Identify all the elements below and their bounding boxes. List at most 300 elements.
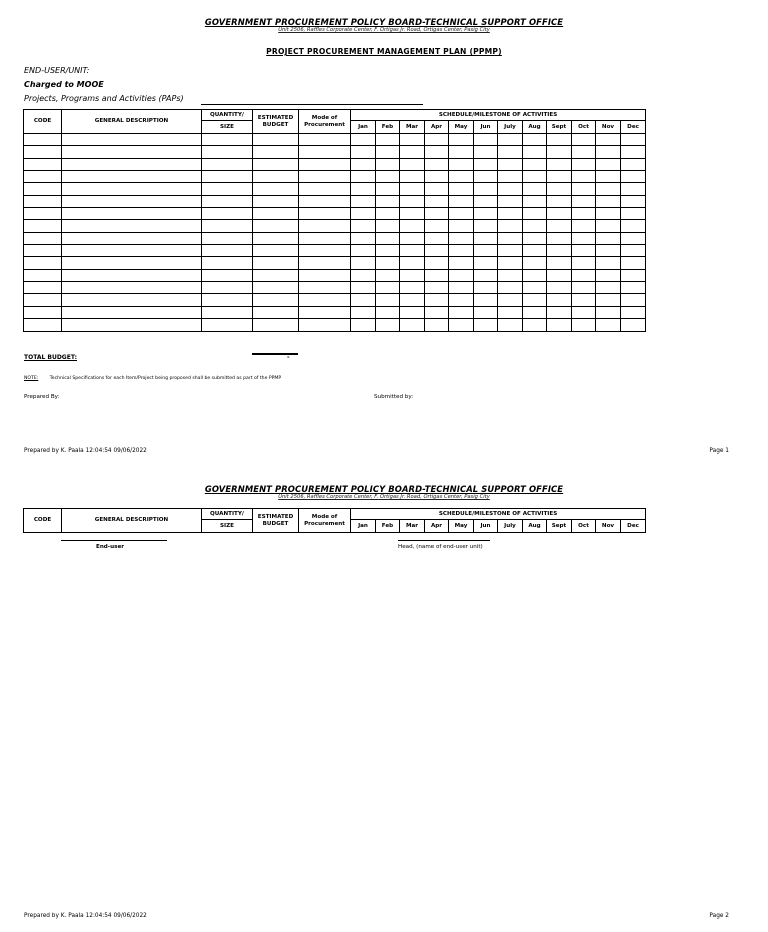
- table-row: [24, 171, 646, 183]
- table-cell: [547, 269, 572, 281]
- table-cell: [572, 245, 596, 257]
- total-budget-value: -: [287, 354, 290, 361]
- table-cell: [253, 134, 299, 146]
- table-cell: [572, 158, 596, 170]
- table-cell: [547, 294, 572, 306]
- general-description-header: GENERAL DESCRIPTION: [62, 110, 202, 134]
- table-cell: [202, 232, 253, 244]
- table-cell: [351, 257, 376, 269]
- table-cell: [621, 146, 646, 158]
- table-cell: [62, 294, 202, 306]
- month-header: Jun: [474, 121, 498, 134]
- table-cell: [572, 232, 596, 244]
- table-cell: [425, 257, 449, 269]
- table-cell: [376, 232, 400, 244]
- table-cell: [299, 282, 351, 294]
- month-header: Mar: [400, 520, 425, 533]
- table-cell: [449, 269, 474, 281]
- month-header: Dec: [621, 121, 646, 134]
- table-cell: [376, 269, 400, 281]
- table-row: [24, 269, 646, 281]
- table-cell: [202, 195, 253, 207]
- table-cell: [449, 282, 474, 294]
- table-cell: [351, 319, 376, 331]
- table-cell: [351, 245, 376, 257]
- table-cell: [376, 146, 400, 158]
- table-cell: [24, 232, 62, 244]
- table-cell: [299, 146, 351, 158]
- table-cell: [621, 171, 646, 183]
- table-cell: [498, 245, 523, 257]
- table-cell: [523, 220, 547, 232]
- table-cell: [474, 257, 498, 269]
- table-row: [24, 306, 646, 318]
- table-cell: [24, 134, 62, 146]
- head-signature-line: [398, 540, 490, 541]
- table-cell: [621, 245, 646, 257]
- table-cell: [351, 306, 376, 318]
- table-row: [24, 294, 646, 306]
- table-cell: [62, 208, 202, 220]
- table-cell: [24, 294, 62, 306]
- table-cell: [449, 220, 474, 232]
- table-cell: [202, 269, 253, 281]
- agency-address: Unit 2506, Raffles Corporate Center, F. Ortigas Jr. Road, Ortigas Center, Pasig City: [278, 27, 490, 33]
- table-row: [24, 220, 646, 232]
- table-cell: [351, 195, 376, 207]
- table-cell: [24, 195, 62, 207]
- table-cell: [253, 220, 299, 232]
- table-cell: [498, 183, 523, 195]
- table-cell: [621, 158, 646, 170]
- table-cell: [547, 195, 572, 207]
- table-row: [24, 232, 646, 244]
- table-cell: [253, 269, 299, 281]
- month-header: Sept: [547, 520, 572, 533]
- table-cell: [547, 257, 572, 269]
- table-cell: [596, 245, 621, 257]
- table-cell: [425, 294, 449, 306]
- table-cell: [376, 195, 400, 207]
- table-cell: [299, 208, 351, 220]
- table-cell: [400, 282, 425, 294]
- table-cell: [351, 146, 376, 158]
- table-cell: [523, 171, 547, 183]
- table-cell: [498, 195, 523, 207]
- table-cell: [376, 294, 400, 306]
- table-cell: [299, 245, 351, 257]
- table-cell: [547, 171, 572, 183]
- table-cell: [547, 232, 572, 244]
- table-cell: [202, 282, 253, 294]
- table-cell: [299, 220, 351, 232]
- general-description-header: GENERAL DESCRIPTION: [62, 509, 202, 533]
- table-cell: [376, 245, 400, 257]
- size-header: SIZE: [202, 121, 253, 134]
- table-cell: [523, 269, 547, 281]
- table-cell: [498, 146, 523, 158]
- month-header: July: [498, 121, 523, 134]
- table-cell: [621, 208, 646, 220]
- mode-of-procurement-header: Mode of Procurement: [299, 509, 351, 533]
- table-cell: [523, 134, 547, 146]
- table-cell: [621, 306, 646, 318]
- table-cell: [621, 220, 646, 232]
- table-cell: [474, 245, 498, 257]
- table-cell: [351, 294, 376, 306]
- month-header: Sept: [547, 121, 572, 134]
- end-user-label: END-USER/UNIT:: [24, 66, 90, 75]
- table-cell: [400, 269, 425, 281]
- mode-of-procurement-header: Mode of Procurement: [299, 110, 351, 134]
- table-cell: [547, 319, 572, 331]
- month-header: Oct: [572, 121, 596, 134]
- table-cell: [474, 183, 498, 195]
- note-label: NOTE:: [24, 376, 39, 381]
- table-cell: [621, 183, 646, 195]
- table-cell: [253, 319, 299, 331]
- table-cell: [498, 134, 523, 146]
- table-cell: [299, 134, 351, 146]
- table-cell: [449, 245, 474, 257]
- paps-underline: [201, 104, 423, 105]
- table-cell: [572, 269, 596, 281]
- table-cell: [62, 306, 202, 318]
- table-row: [24, 146, 646, 158]
- table-cell: [299, 294, 351, 306]
- table-cell: [202, 220, 253, 232]
- month-header: May: [449, 520, 474, 533]
- end-user-signature-line: [61, 540, 167, 541]
- table-cell: [62, 183, 202, 195]
- table-cell: [498, 294, 523, 306]
- table-cell: [299, 257, 351, 269]
- table-cell: [572, 282, 596, 294]
- size-header: SIZE: [202, 520, 253, 533]
- table-cell: [449, 158, 474, 170]
- note: [24, 376, 281, 381]
- table-cell: [62, 282, 202, 294]
- table-cell: [547, 134, 572, 146]
- table-cell: [572, 208, 596, 220]
- table-row: [24, 183, 646, 195]
- table-cell: [24, 282, 62, 294]
- head-signatory: Head, (name of end-user unit): [398, 544, 483, 550]
- table-cell: [253, 245, 299, 257]
- table-cell: [596, 319, 621, 331]
- table-cell: [62, 171, 202, 183]
- table-cell: [621, 269, 646, 281]
- month-header: Aug: [523, 520, 547, 533]
- table-cell: [621, 257, 646, 269]
- table-cell: [498, 319, 523, 331]
- ppmp-table: [23, 109, 646, 332]
- schedule-header: SCHEDULE/MILESTONE OF ACTIVITIES: [351, 509, 646, 520]
- table-cell: [400, 294, 425, 306]
- estimated-budget-header: ESTIMATED BUDGET: [253, 509, 299, 533]
- table-cell: [449, 134, 474, 146]
- table-cell: [498, 232, 523, 244]
- table-cell: [425, 208, 449, 220]
- table-cell: [523, 232, 547, 244]
- month-header: Apr: [425, 520, 449, 533]
- agency-title: GOVERNMENT PROCUREMENT POLICY BOARD-TECHNICAL SUPPORT OFFICE: [204, 17, 564, 27]
- table-cell: [425, 158, 449, 170]
- table-cell: [376, 183, 400, 195]
- table-cell: [400, 195, 425, 207]
- table-cell: [474, 146, 498, 158]
- note-text: Technical Specifications for each Item/Project being proposed shall be submitted as part of the PPMP: [49, 376, 282, 381]
- table-cell: [62, 146, 202, 158]
- table-cell: [449, 294, 474, 306]
- table-cell: [202, 171, 253, 183]
- table-cell: [523, 319, 547, 331]
- table-cell: [474, 282, 498, 294]
- table-cell: [351, 183, 376, 195]
- table-cell: [202, 208, 253, 220]
- table-cell: [253, 208, 299, 220]
- table-cell: [547, 146, 572, 158]
- table-cell: [425, 220, 449, 232]
- table-cell: [253, 294, 299, 306]
- table-cell: [498, 220, 523, 232]
- table-cell: [621, 319, 646, 331]
- month-header: Feb: [376, 121, 400, 134]
- table-cell: [596, 269, 621, 281]
- table-cell: [202, 319, 253, 331]
- table-cell: [425, 183, 449, 195]
- table-cell: [596, 183, 621, 195]
- table-cell: [299, 195, 351, 207]
- agency-title: GOVERNMENT PROCUREMENT POLICY BOARD-TECHNICAL SUPPORT OFFICE: [204, 484, 564, 494]
- table-cell: [24, 171, 62, 183]
- table-cell: [400, 220, 425, 232]
- table-cell: [400, 257, 425, 269]
- table-cell: [400, 134, 425, 146]
- end-user-signatory: End-user: [96, 544, 124, 550]
- table-cell: [400, 171, 425, 183]
- month-header: Jan: [351, 520, 376, 533]
- table-cell: [449, 306, 474, 318]
- table-cell: [596, 195, 621, 207]
- table-cell: [62, 220, 202, 232]
- table-cell: [62, 319, 202, 331]
- table-cell: [596, 282, 621, 294]
- month-header: Dec: [621, 520, 646, 533]
- quantity-header: QUANTITY/: [202, 509, 253, 520]
- table-cell: [572, 195, 596, 207]
- table-cell: [376, 134, 400, 146]
- table-row: [24, 282, 646, 294]
- table-row: [24, 134, 646, 146]
- table-cell: [351, 134, 376, 146]
- table-cell: [400, 183, 425, 195]
- table-row: [24, 257, 646, 269]
- table-cell: [523, 257, 547, 269]
- page-number: Page 1: [709, 448, 729, 454]
- paps-label: Projects, Programs and Activities (PAPs): [24, 94, 184, 103]
- table-cell: [62, 195, 202, 207]
- table-cell: [376, 319, 400, 331]
- table-cell: [498, 269, 523, 281]
- table-cell: [523, 245, 547, 257]
- table-cell: [202, 146, 253, 158]
- table-cell: [547, 220, 572, 232]
- table-cell: [351, 282, 376, 294]
- table-cell: [474, 171, 498, 183]
- footer-stamp: Prepared by K. Paala 12:04:54 09/06/2022: [24, 448, 147, 454]
- table-cell: [523, 294, 547, 306]
- table-cell: [572, 319, 596, 331]
- estimated-budget-header: ESTIMATED BUDGET: [253, 110, 299, 134]
- table-cell: [547, 282, 572, 294]
- table-cell: [596, 232, 621, 244]
- table-cell: [299, 232, 351, 244]
- table-row: [24, 158, 646, 170]
- month-header: Nov: [596, 121, 621, 134]
- month-header: May: [449, 121, 474, 134]
- agency-address: Unit 2506, Raffles Corporate Center, F. Ortigas Jr. Road, Ortigas Center, Pasig City: [278, 494, 490, 500]
- month-header: Jun: [474, 520, 498, 533]
- table-cell: [202, 306, 253, 318]
- total-budget-line: [252, 353, 298, 355]
- table-cell: [572, 146, 596, 158]
- table-cell: [474, 232, 498, 244]
- table-cell: [498, 158, 523, 170]
- table-cell: [202, 257, 253, 269]
- table-cell: [376, 158, 400, 170]
- table-cell: [474, 220, 498, 232]
- table-cell: [253, 282, 299, 294]
- table-cell: [572, 257, 596, 269]
- table-row: [24, 195, 646, 207]
- prepared-by-label: Prepared By:: [24, 394, 60, 400]
- table-cell: [400, 158, 425, 170]
- table-cell: [202, 158, 253, 170]
- table-cell: [547, 158, 572, 170]
- table-cell: [400, 232, 425, 244]
- table-cell: [474, 134, 498, 146]
- table-cell: [474, 306, 498, 318]
- table-cell: [449, 146, 474, 158]
- table-cell: [596, 158, 621, 170]
- table-cell: [572, 134, 596, 146]
- table-cell: [596, 208, 621, 220]
- month-header: Apr: [425, 121, 449, 134]
- table-cell: [474, 269, 498, 281]
- table-cell: [376, 171, 400, 183]
- table-cell: [299, 183, 351, 195]
- document-title: PROJECT PROCUREMENT MANAGEMENT PLAN (PPMP): [266, 47, 502, 56]
- schedule-header: SCHEDULE/MILESTONE OF ACTIVITIES: [351, 110, 646, 121]
- table-cell: [523, 146, 547, 158]
- table-cell: [400, 306, 425, 318]
- table-cell: [299, 269, 351, 281]
- table-cell: [425, 269, 449, 281]
- table-cell: [498, 171, 523, 183]
- table-cell: [621, 134, 646, 146]
- table-cell: [24, 220, 62, 232]
- table-cell: [498, 282, 523, 294]
- month-header: Aug: [523, 121, 547, 134]
- table-cell: [299, 158, 351, 170]
- table-cell: [621, 195, 646, 207]
- table-cell: [572, 306, 596, 318]
- table-cell: [596, 146, 621, 158]
- table-cell: [449, 183, 474, 195]
- table-cell: [449, 257, 474, 269]
- table-row: [24, 245, 646, 257]
- footer-stamp: Prepared by K. Paala 12:04:54 09/06/2022: [24, 913, 147, 919]
- table-cell: [24, 208, 62, 220]
- table-cell: [449, 232, 474, 244]
- table-cell: [253, 257, 299, 269]
- table-cell: [299, 171, 351, 183]
- table-cell: [547, 208, 572, 220]
- table-cell: [523, 195, 547, 207]
- table-cell: [62, 134, 202, 146]
- table-cell: [24, 306, 62, 318]
- month-header: Nov: [596, 520, 621, 533]
- table-cell: [523, 208, 547, 220]
- table-cell: [596, 134, 621, 146]
- table-cell: [202, 183, 253, 195]
- table-cell: [474, 294, 498, 306]
- table-cell: [498, 208, 523, 220]
- table-cell: [299, 306, 351, 318]
- table-cell: [253, 158, 299, 170]
- table-cell: [202, 134, 253, 146]
- table-cell: [400, 319, 425, 331]
- table-cell: [24, 319, 62, 331]
- table-cell: [621, 232, 646, 244]
- table-cell: [24, 245, 62, 257]
- table-cell: [523, 158, 547, 170]
- table-cell: [253, 306, 299, 318]
- table-cell: [376, 282, 400, 294]
- table-cell: [62, 269, 202, 281]
- table-cell: [474, 195, 498, 207]
- table-cell: [202, 294, 253, 306]
- table-cell: [400, 146, 425, 158]
- table-cell: [596, 257, 621, 269]
- table-cell: [449, 319, 474, 331]
- charged-to-label: Charged to MOOE: [24, 80, 104, 89]
- table-cell: [253, 171, 299, 183]
- table-cell: [376, 208, 400, 220]
- table-row: [24, 208, 646, 220]
- table-cell: [24, 269, 62, 281]
- table-row: [24, 319, 646, 331]
- table-cell: [253, 183, 299, 195]
- table-cell: [62, 245, 202, 257]
- table-cell: [523, 306, 547, 318]
- table-cell: [474, 158, 498, 170]
- table-cell: [572, 171, 596, 183]
- table-cell: [425, 195, 449, 207]
- table-cell: [425, 306, 449, 318]
- submitted-by-label: Submitted by:: [374, 394, 414, 400]
- table-cell: [547, 306, 572, 318]
- table-cell: [474, 319, 498, 331]
- table-cell: [547, 245, 572, 257]
- table-cell: [425, 282, 449, 294]
- table-cell: [24, 183, 62, 195]
- table-cell: [425, 232, 449, 244]
- table-cell: [621, 294, 646, 306]
- table-cell: [351, 208, 376, 220]
- table-cell: [572, 294, 596, 306]
